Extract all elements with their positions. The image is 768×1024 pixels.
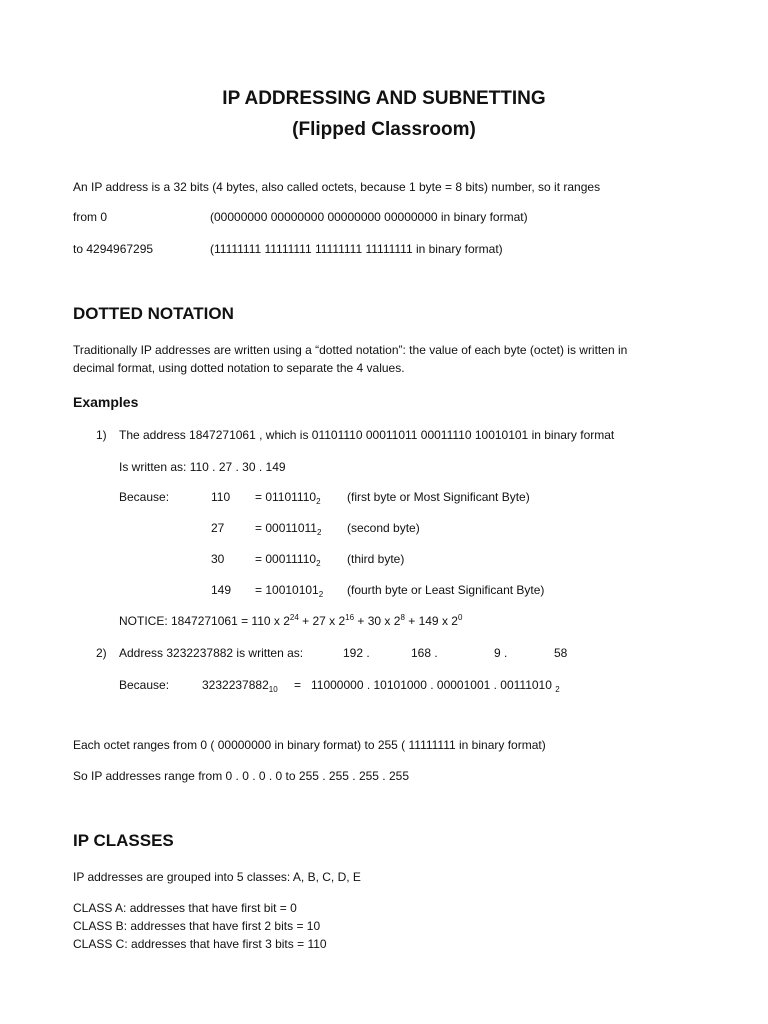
because-label: Because:: [119, 490, 170, 504]
byte-decimal: 110: [211, 490, 231, 504]
byte-description: (second byte): [347, 521, 420, 535]
example-1-text: The address 1847271061 , which is 01101110 00011011 00011110 10010101 in binary format: [119, 428, 615, 442]
decimal-value: $3232237882_{10}$: [202, 678, 278, 694]
range-from-label: from 0: [73, 210, 108, 224]
byte-binary: = $00011110_2$: [255, 552, 321, 568]
byte-description: (third byte): [347, 552, 405, 566]
section-heading-ip-classes: IP CLASSES: [73, 831, 174, 850]
example-1-written: Is written as: 110 . 27 . 30 . 149: [119, 460, 286, 474]
octet-value: 168 .: [411, 646, 438, 660]
paragraph-line: decimal format, using dotted notation to separate the 4 values.: [73, 361, 405, 375]
intro-line: An IP address is a 32 bits (4 bytes, also called octets, because 1 byte = 8 bits) number, so it ranges: [73, 180, 601, 194]
byte-decimal: 149: [211, 583, 232, 597]
paragraph-line: Traditionally IP addresses are written using a “dotted notation”: the value of each byte (octet) is written in: [73, 343, 628, 357]
byte-binary: = $01101110_2$: [255, 490, 321, 506]
because-label: Because:: [119, 678, 170, 692]
byte-description: (first byte or Most Significant Byte): [347, 490, 530, 504]
octet-range-text: Each octet ranges from 0 ( 00000000 in binary format) to 255 ( 11111111 in binary format): [73, 738, 546, 752]
list-number: 1): [96, 428, 107, 442]
class-item: CLASS A: addresses that have first bit = 0: [73, 901, 297, 915]
byte-binary: = $00011011_2$: [255, 521, 322, 537]
range-to-value: (11111111 11111111 11111111 11111111 in binary format): [210, 242, 503, 256]
document-subtitle: (Flipped Classroom): [292, 119, 476, 140]
byte-description: (fourth byte or Least Significant Byte): [347, 583, 545, 597]
section-heading-dotted-notation: DOTTED NOTATION: [73, 304, 234, 323]
address-range-text: So IP addresses range from 0 . 0 . 0 . 0 to 255 . 255 . 255 . 255: [73, 769, 409, 783]
byte-decimal: 30: [211, 552, 225, 566]
examples-heading: Examples: [73, 394, 139, 410]
document-title: IP ADDRESSING AND SUBNETTING: [222, 88, 546, 109]
notice-formula: NOTICE: 1847271061 = 110 x $2^{24} + 27$ x $2^{16} + 30$ x $2^8 + 149$ x $2^0$: [119, 613, 463, 628]
octet-value: 192 .: [343, 646, 370, 660]
byte-decimal: 27: [211, 521, 225, 535]
byte-binary: = $10010101_2$: [255, 583, 324, 599]
equals-sign: =: [294, 678, 302, 692]
list-number: 2): [96, 646, 107, 660]
class-item: CLASS C: addresses that have first 3 bits = 110: [73, 937, 327, 951]
octet-value: 58: [554, 646, 568, 660]
binary-value: 11000000 . 10101000 . 00001001 . 00111010 $_2$: [311, 678, 560, 694]
class-item: CLASS B: addresses that have first 2 bits = 10: [73, 919, 321, 933]
classes-intro: IP addresses are grouped into 5 classes: A, B, C, D, E: [73, 870, 361, 884]
range-to-label: to 4294967295: [73, 242, 154, 256]
range-from-value: (00000000 00000000 00000000 00000000 in binary format): [210, 210, 528, 224]
example-2-text: Address 3232237882 is written as:: [119, 646, 304, 660]
octet-value: 9 .: [494, 646, 508, 660]
